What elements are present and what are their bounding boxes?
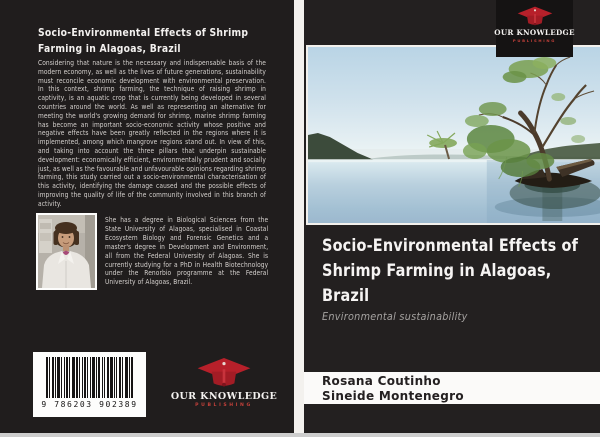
lake-tree-graphic: [308, 47, 600, 223]
barcode-bars: [46, 357, 133, 398]
barcode-number: 9 786203 902389: [41, 400, 138, 409]
author-name-1: Rosana Coutinho: [322, 374, 441, 388]
publisher-name: OUR KNOWLEDGE: [170, 391, 278, 402]
publisher-tagline: PUBLISHING: [195, 403, 253, 408]
front-cover: [304, 0, 600, 433]
page-edge: [0, 433, 600, 437]
graduation-cap-icon: [195, 357, 253, 389]
lake-scene: [308, 47, 600, 223]
front-cover-subtitle: Environmental sustainability: [322, 311, 468, 323]
publisher-logo-bottom: [160, 357, 288, 408]
author-name-2: Sineide Montenegro: [322, 388, 464, 403]
back-title-line-1: Socio-Environmental Effects of Shrimp: [38, 26, 249, 39]
publisher-name: OUR KNOWLEDGE: [494, 28, 575, 37]
publisher-logo-top: [496, 0, 573, 57]
front-cover-title: [322, 234, 600, 309]
barcode: [33, 352, 146, 417]
spine: [294, 0, 304, 433]
author-bio: She has a degree in Biological Sciences from the State University of Alagoas, specialised in Coastal Ecosystem Biology and Forensic Genetics and a master's degree in Development and Environment, all from the Federal University of Alagoas. She is currently studying for a PhD in Health Biotechnology under the Renorbio programme at the Federal University of Alagoas, Brazil.: [105, 215, 269, 287]
publisher-tagline: PUBLISHING: [512, 38, 557, 43]
front-title-line-2: Shrimp Farming in Alagoas,: [322, 261, 552, 281]
front-title-line-3: Brazil: [322, 286, 370, 306]
cover-photo-lake-tree: [306, 45, 600, 225]
author-band: [304, 372, 600, 404]
back-title-line-2: Farming in Alagoas, Brazil: [38, 41, 181, 55]
back-cover-title: [38, 25, 288, 56]
front-title-line-1: Socio-Environmental Effects of: [322, 236, 579, 256]
author-photo: [36, 213, 97, 290]
graduation-cap-icon: [516, 6, 554, 27]
back-cover-synopsis: Considering that nature is the necessary and indispensable basis of the modern economy, as well as the lives of future generations, sustainability must reconcile economic development with environmental preservation. In this context, shrimp farming, the technique of raising shrimp in captivity, is an aquatic crop that is currently being developed in several countries around the world. As well as representing an alternative for meeting the world's growing demand for shrimp, marine shrimp farming has become an important socio-economic activity whose positive and negative effects have been greatly reflected in the regions where it is implemented, among which mangrove regions stand out. In view of this, and taking into account the three pillars that underpin sustainable development: economically efficient, environmentally prudent and socially just, as well as the favourable and unfavourable opinions regarding shrimp farming, this study carried out a socio-environmental characterisation of this activity, identifying the damage caused and the possible effects of improving the quality of life of the community involved in this branch of activity.: [38, 58, 266, 208]
author-portrait-graphic: [38, 215, 95, 288]
